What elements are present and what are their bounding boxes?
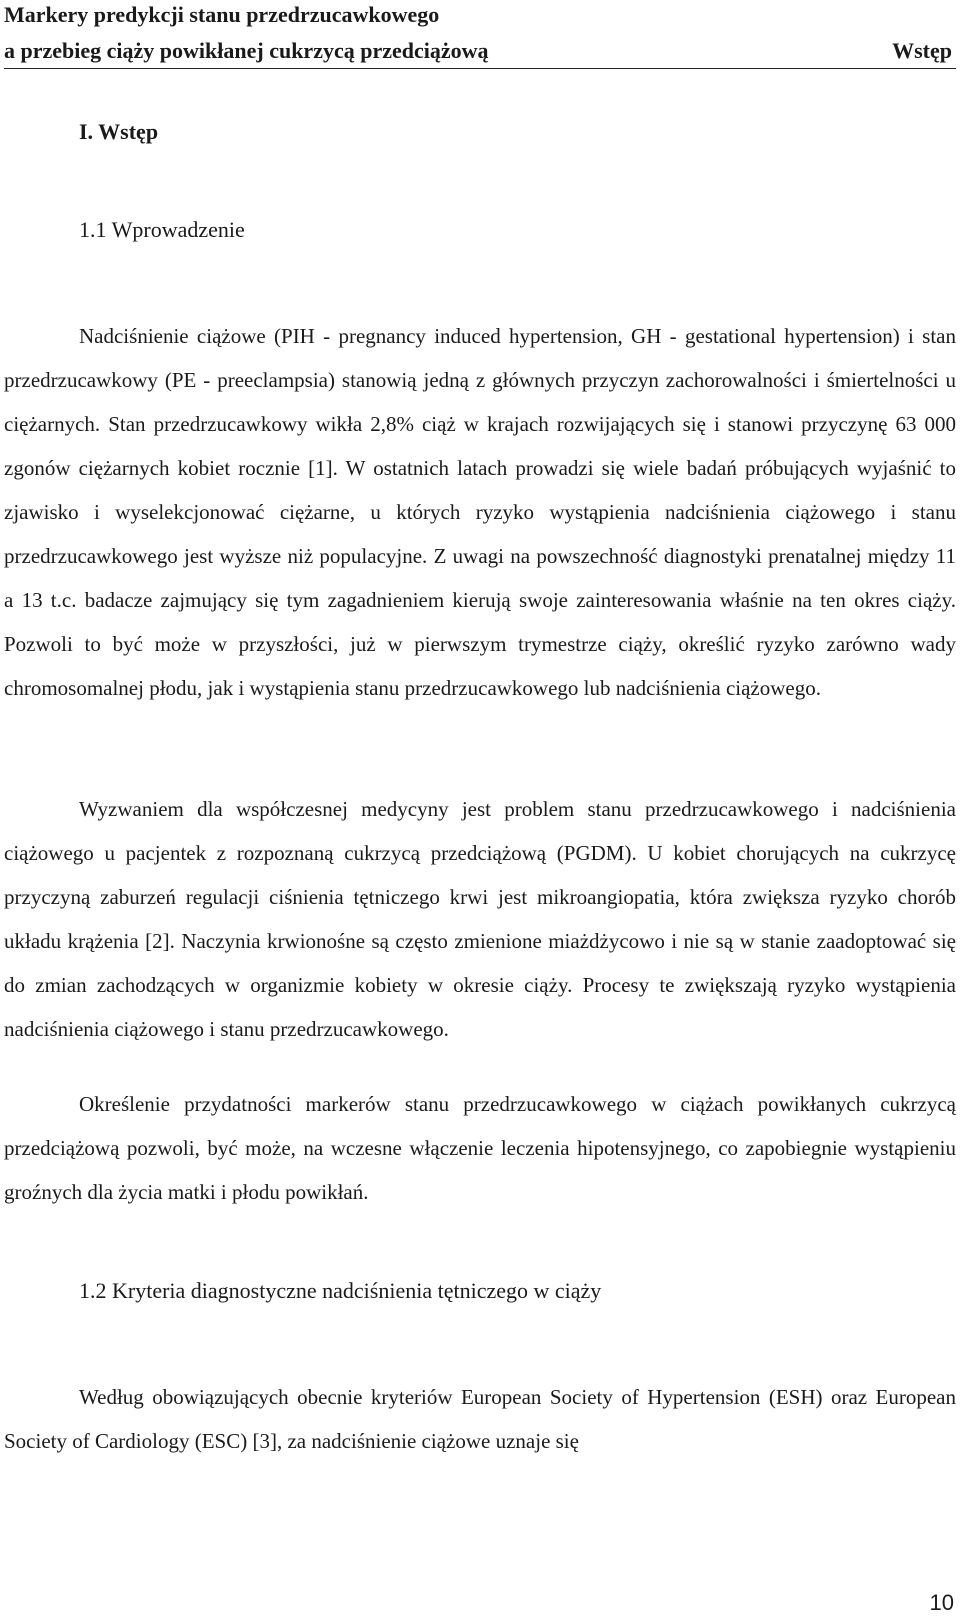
section-heading-1-1: 1.1 Wprowadzenie [79,217,245,242]
page-number: 10 [929,1590,954,1615]
section-heading-1-2: 1.2 Kryteria diagnostyczne nadciśnienia tętniczego w ciąży [79,1278,602,1303]
header-section-name: Wstęp [892,38,952,63]
paragraph-markers-usefulness: Określenie przydatności markerów stanu przedrzucawkowego w ciążach powikłanych cukrzycą przedciążową pozwoli, być może, na wczesne włączenie leczenia hipotensyjnego, co zapobiegnie wystąpieniu groźnych dla życia matki i płodu powikłań. [4,1092,956,1204]
chapter-heading: I. Wstęp [79,119,159,144]
paragraph-diagnostic-criteria: Według obowiązujących obecnie kryteriów European Society of Hypertension (ESH) oraz European Society of Cardiology (ESC) [3], za nadciśnienie ciążowe uznaje się [4,1385,956,1453]
paragraph-introduction: Nadciśnienie ciążowe (PIH - pregnancy induced hypertension, GH - gestational hypertension) i stan przedrzucawkowy (PE - preeclampsia) stanowią jedną z głównych przyczyn zachorowalności i śmiertelności u ciężarnych. Stan przedrzucawkowy wikła 2,8% ciąż w krajach rozwijających się i stanowi przyczynę 63 000 zgonów ciężarnych kobiet rocznie [1]. W ostatnich latach prowadzi się wiele badań próbujących wyjaśnić to zjawisko i wyselekcjonować ciężarne, u których ryzyko wystąpienia nadciśnienia ciążowego i stanu przedrzucawkowego jest wyższe niż populacyjne. Z uwagi na powszechność diagnostyki prenatalnej między 11 a 13 t.c. badacze zajmujący się tym zagadnieniem kierują swoje zainteresowania właśnie na ten okres ciąży. Pozwoli to być może w przyszłości, już w pierwszym trymestrze ciąży, określić ryzyko zarówno wady chromosomalnej płodu, jak i wystąpienia stanu przedrzucawkowego lub nadciśnienia ciążowego. [4,324,956,700]
running-header [4,0,956,69]
paragraph-challenge: Wyzwaniem dla współczesnej medycyny jest problem stanu przedrzucawkowego i nadciśnienia ciążowego u pacjentek z rozpoznaną cukrzycą przedciążową (PGDM). U kobiet chorujących na cukrzycę przyczyną zaburzeń regulacji ciśnienia tętniczego krwi jest mikroangiopatia, która zwiększa ryzyko chorób układu krążenia [2]. Naczynia krwionośne są często zmienione miażdżycowo i nie są w stanie zaadoptować się do zmian zachodzących w organizmie kobiety w okresie ciąży. Procesy te zwiększają ryzyko wystąpienia nadciśnienia ciążowego i stanu przedrzucawkowego. [4,797,956,1041]
header-title-line-2: a przebieg ciąży powikłanej cukrzycą przedciążową [4,38,489,63]
header-title-line-1: Markery predykcji stanu przedrzucawkowego [4,2,440,27]
